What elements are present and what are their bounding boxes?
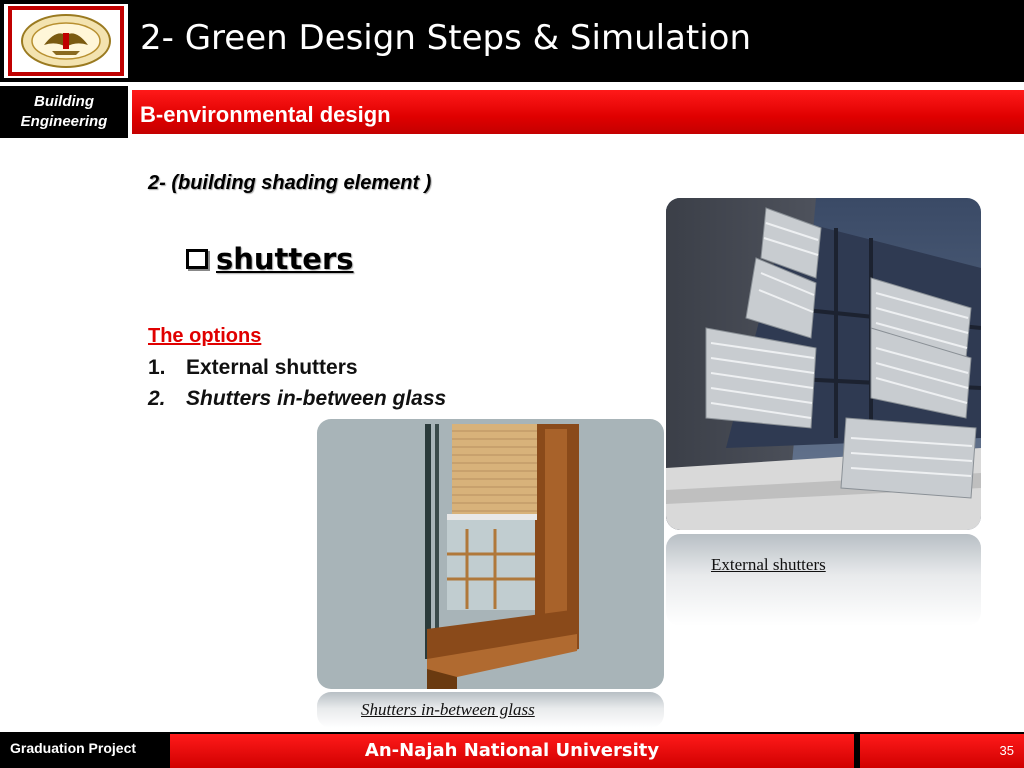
option-number: 2. xyxy=(148,387,166,410)
title-bar xyxy=(0,0,1024,82)
option-item xyxy=(148,356,358,380)
window-cutaway-icon xyxy=(317,419,664,689)
section-bar xyxy=(0,86,1024,138)
logo-frame xyxy=(8,6,124,76)
bullet-item xyxy=(186,242,354,276)
footer-bar xyxy=(0,732,1024,768)
bullet-text: shutters xyxy=(216,242,354,276)
between-glass-image xyxy=(317,419,664,689)
external-shutters-caption: External shutters xyxy=(711,555,826,574)
option-label: External shutters xyxy=(186,356,358,379)
university-logo xyxy=(4,4,128,78)
external-image-reflection xyxy=(666,534,981,626)
option-item xyxy=(148,387,446,411)
section-title: B-environmental design xyxy=(140,102,391,127)
between-glass-caption: Shutters in-between glass xyxy=(361,700,535,719)
footer-project-label: Graduation Project xyxy=(0,732,166,768)
section-banner xyxy=(132,90,1024,134)
checkbox-bullet-icon xyxy=(186,249,208,269)
content-subtitle: 2- (building shading element ) xyxy=(148,172,432,194)
building-facade-icon xyxy=(666,198,981,530)
option-number: 1. xyxy=(148,356,166,379)
option-label: Shutters in-between glass xyxy=(186,387,447,410)
university-seal-icon xyxy=(16,11,116,71)
footer-university-name: An-Najah National University xyxy=(364,740,660,761)
page-number: 35 xyxy=(999,743,1014,758)
slide-title: 2- Green Design Steps & Simulation xyxy=(140,18,752,58)
footer-page-box xyxy=(860,734,1024,768)
footer-university-banner xyxy=(170,734,854,768)
external-shutters-image xyxy=(666,198,981,530)
options-heading: The options xyxy=(148,325,262,347)
department-label: Building Engineering xyxy=(0,86,128,138)
